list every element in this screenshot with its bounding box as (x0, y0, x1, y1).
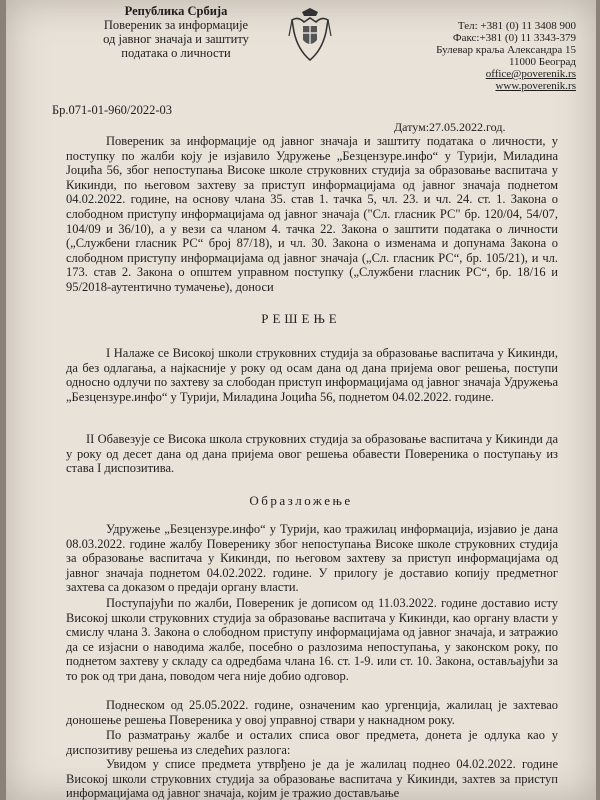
contact-street: Булевар краља Александра 15 (436, 44, 576, 56)
decision-item: II Обавезује се Висока школа струковних студија за образовање васпитача у Кикинди да у року од десет дана од дана пријема овог решења обавести Повереника о поступању из става I диспозитива. (66, 432, 558, 476)
contact-fax: Факс:+381 (0) 11 3343-379 (452, 32, 576, 44)
reasoning-paragraph: По разматрању жалбе и осталих списа овог предмета, донета је одлука као у диспозитиву решења из следећих разлога: (66, 728, 558, 757)
contact-block (376, 20, 576, 92)
contact-city: 11000 Београд (508, 56, 576, 68)
issuer-country: Република Србија (124, 4, 228, 18)
website-link[interactable]: www.poverenik.rs (495, 80, 576, 92)
reasoning-paragraph: Увидом у списе предмета утврђено је да је жалилац поднео 04.02.2022. године Високој школи струковних студија за образовање васпитача у Кикинди, захтев за приступ информацијама од јавног значаја, којим је тражио достављање (66, 757, 558, 800)
issuer-line: података о личности (121, 46, 231, 60)
issuer-line: од јавног значаја и заштиту (103, 32, 249, 46)
document-date: Датум:27.05.2022.год. (394, 120, 506, 134)
decision-item: I Налаже се Високој школи струковних студија за образовање васпитача у Кикинди, да без одлагања, а најкасније у року од осам дана од дана пријема овог решења, поступи односно одлучи по захтеву за слободан приступ информацијама од јавног значаја Удружења „Безцензуре.инфо“ у Турији, Миладина Јоцића 56, поднетом 04.02.2022. године. (66, 346, 558, 404)
reasoning-paragraph: Удружење „Безцензуре.инфо“ у Турији, као тражилац информација, изјавио је дана 08.03.2022. године жалбу Поверенику због непоступања Високе школе струковних студија за образовање васпитача у Кикинди, по његовом захтеву за приступ информацијама од јавног значаја поднетом 04.02.2022. године. У прилогу је доставио копију предметног захтева са доказом о предаји органу власти. (66, 522, 558, 595)
reasoning-paragraph: Поступајући по жалби, Повереник је дописом од 11.03.2022. године доставио исту Високој школи струковних студија за образовање васпитача у Кикинди, као органу власти у смислу члана 3. Закона о слободном приступу информацијама од јавног значаја, и затражио да се изјасни о наводима жалбе, посебно о разлозима непоступања, у законском року, по поднетом захтеву у складу са одредбама члана 16. ст. 1-9. или ст. 10. Закона, остављајући за то рок од три дана, поводом чега није добио одговор. (66, 596, 558, 683)
reference-number: Бр.071-01-960/2022-03 (52, 103, 173, 117)
issuer-line: Повереник за информације (103, 18, 249, 32)
document-page (6, 0, 596, 800)
reasoning-paragraph: Поднеском од 25.05.2022. године, означеним као ургенција, жалилац је захтевао доношење решења Повереника у овој управној ствари у накнадном року. (66, 698, 558, 727)
reasoning-title: Образложење (249, 493, 353, 508)
email-link[interactable]: office@poverenik.rs (485, 68, 576, 80)
decision-title: РЕШЕЊЕ (261, 311, 341, 326)
contact-phone: Тел: +381 (0) 11 3408 900 (457, 20, 576, 32)
issuer-block (76, 4, 276, 60)
coat-of-arms-icon (288, 6, 332, 64)
intro-paragraph: Повереник за информације од јавног значаја и заштиту података о личности, у поступку по жалби коју је изјавило Удружење „Безцензуре.инфо“ у Турији, Миладина Јоцића 56, због непоступања Високе школе струковних студија за образовање васпитача у Кикинди, по његовом захтеву за приступ информацијама од јавног значаја поднетом 04.02.2022. године, на основу члана 35. став 1. тачка 5, чл. 23. и чл. 24. ст. 1. Закона о слободном приступу информацијама од јавног значаја ("Сл. гласник РС" бр. 120/04, 54/07, 104/09 и 36/10), а у вези са чланом 4. тачка 22. Закона о заштити података о личности („Службени гласник РС“ број 87/18), и чл. 30. Закона о изменама и допунама Закона о слободном приступу информацијама од јавног значаја („Сл. гласник РС“, бр. 105/21), и чл. 173. став 2. Закона о општем управном поступку („Службени гласник РС“, бр. 18/16 и 95/2018-аутентично тумачење), доноси (66, 134, 558, 294)
